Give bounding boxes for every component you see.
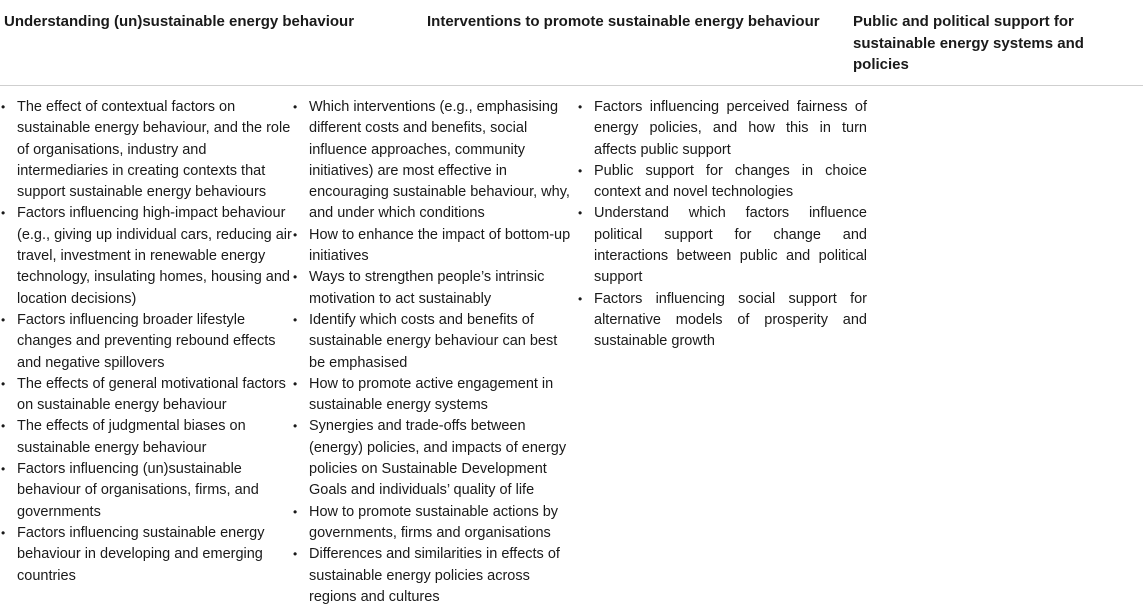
- bullet-icon: •: [293, 376, 298, 391]
- bullet-icon: •: [293, 227, 298, 242]
- list-item: [577, 203, 867, 288]
- list-item-text: Factors influencing social support for alternative models of prosperity and sustainable growth: [594, 290, 867, 350]
- column-header-interventions: Interventions to promote sustainable energy behaviour: [427, 13, 820, 30]
- list-item-text: Ways to strengthen people’s intrinsic motivation to act sustainably: [309, 269, 545, 307]
- list-item-text: Public support for changes in choice context and novel technologies: [594, 162, 867, 201]
- list-item: [0, 374, 292, 417]
- bullet-icon: •: [578, 206, 583, 221]
- list-item: [577, 289, 867, 353]
- list-item-text: Factors influencing high-impact behaviour (e.g., giving up individual cars, reducing air travel, investment in renewable energy technology, insulating homes, housing and location decisions): [17, 205, 292, 307]
- list-item-text: Differences and similarities in effects of sustainable energy policies across regions and cultures: [309, 546, 560, 605]
- bullet-icon: •: [1, 206, 6, 221]
- list-item: [292, 225, 577, 268]
- list-item: [0, 310, 292, 374]
- bullet-icon: •: [1, 100, 6, 114]
- list-item-text: The effects of judgmental biases on sustainable energy behaviour: [17, 418, 246, 456]
- bullet-icon: •: [293, 547, 298, 562]
- list-item: [0, 459, 292, 523]
- column-header-understanding: Understanding (un)sustainable energy behaviour: [4, 13, 355, 30]
- bullet-icon: •: [1, 525, 6, 540]
- table-header-row: [0, 0, 1143, 86]
- bullet-icon: •: [578, 291, 583, 306]
- list-item: [0, 416, 292, 459]
- list-item-text: Which interventions (e.g., emphasising different costs and benefits, social influence approaches, community initiatives) are most effective in encouraging sustainable behaviour, why, and under which conditions: [309, 99, 570, 222]
- list-item: [292, 544, 577, 608]
- list-item-text: Factors influencing sustainable energy behaviour in developing and emerging countries: [17, 524, 265, 584]
- column-header-support: Public and political support for sustainable energy systems and policies: [853, 13, 1084, 73]
- bullet-icon: •: [293, 270, 298, 285]
- list-item: [292, 267, 577, 310]
- list-item: [577, 97, 867, 161]
- list-item: [0, 203, 292, 309]
- bullet-icon: •: [578, 100, 583, 114]
- list-item-text: How to promote sustainable actions by governments, firms and organisations: [309, 503, 559, 541]
- bullet-icon: •: [1, 376, 6, 391]
- bullet-icon: •: [293, 419, 298, 434]
- bullet-icon: •: [293, 504, 298, 519]
- list-item: [292, 97, 577, 225]
- list-item-text: Identify which costs and benefits of sustainable energy behaviour can best be emphasised: [309, 311, 558, 371]
- list-item: [0, 97, 292, 203]
- bullet-icon: •: [1, 462, 6, 477]
- list-item: [292, 310, 577, 374]
- list-item-text: Synergies and trade-offs between (energy) policies, and impacts of energy policies on Sustainable Development Goals and individuals’ quality of life: [309, 418, 567, 499]
- list-item-text: Understand which factors influence political support for change and interactions between public and political support: [594, 205, 867, 286]
- list-item: [292, 502, 577, 545]
- list-support: [577, 97, 867, 608]
- list-item: [0, 523, 292, 587]
- list-item-text: The effect of contextual factors on sustainable energy behaviour, and the role of organisations, industry and intermediaries in creating contexts that support sustainable energy behaviours: [17, 99, 291, 201]
- list-item-text: Factors influencing (un)sustainable behaviour of organisations, firms, and governments: [17, 461, 259, 520]
- bullet-icon: •: [1, 312, 6, 327]
- list-item-text: How to promote active engagement in sustainable energy systems: [309, 375, 554, 414]
- list-interventions: [292, 97, 577, 608]
- bullet-icon: •: [1, 419, 6, 434]
- list-item: [292, 416, 577, 501]
- bullet-icon: •: [293, 312, 298, 327]
- list-item: [577, 161, 867, 204]
- table-body-row: [0, 86, 1143, 608]
- list-item-text: Factors influencing broader lifestyle changes and preventing rebound effects and negative spillovers: [17, 311, 276, 371]
- list-item: [292, 374, 577, 417]
- bullet-icon: •: [293, 100, 298, 114]
- bullet-icon: •: [578, 163, 583, 178]
- list-item-text: Factors influencing perceived fairness of energy policies, and how this in turn affects public support: [594, 99, 867, 158]
- list-item-text: How to enhance the impact of bottom-up initiatives: [309, 226, 571, 265]
- list-understanding: [0, 97, 292, 608]
- list-item-text: The effects of general motivational factors on sustainable energy behaviour: [17, 375, 286, 414]
